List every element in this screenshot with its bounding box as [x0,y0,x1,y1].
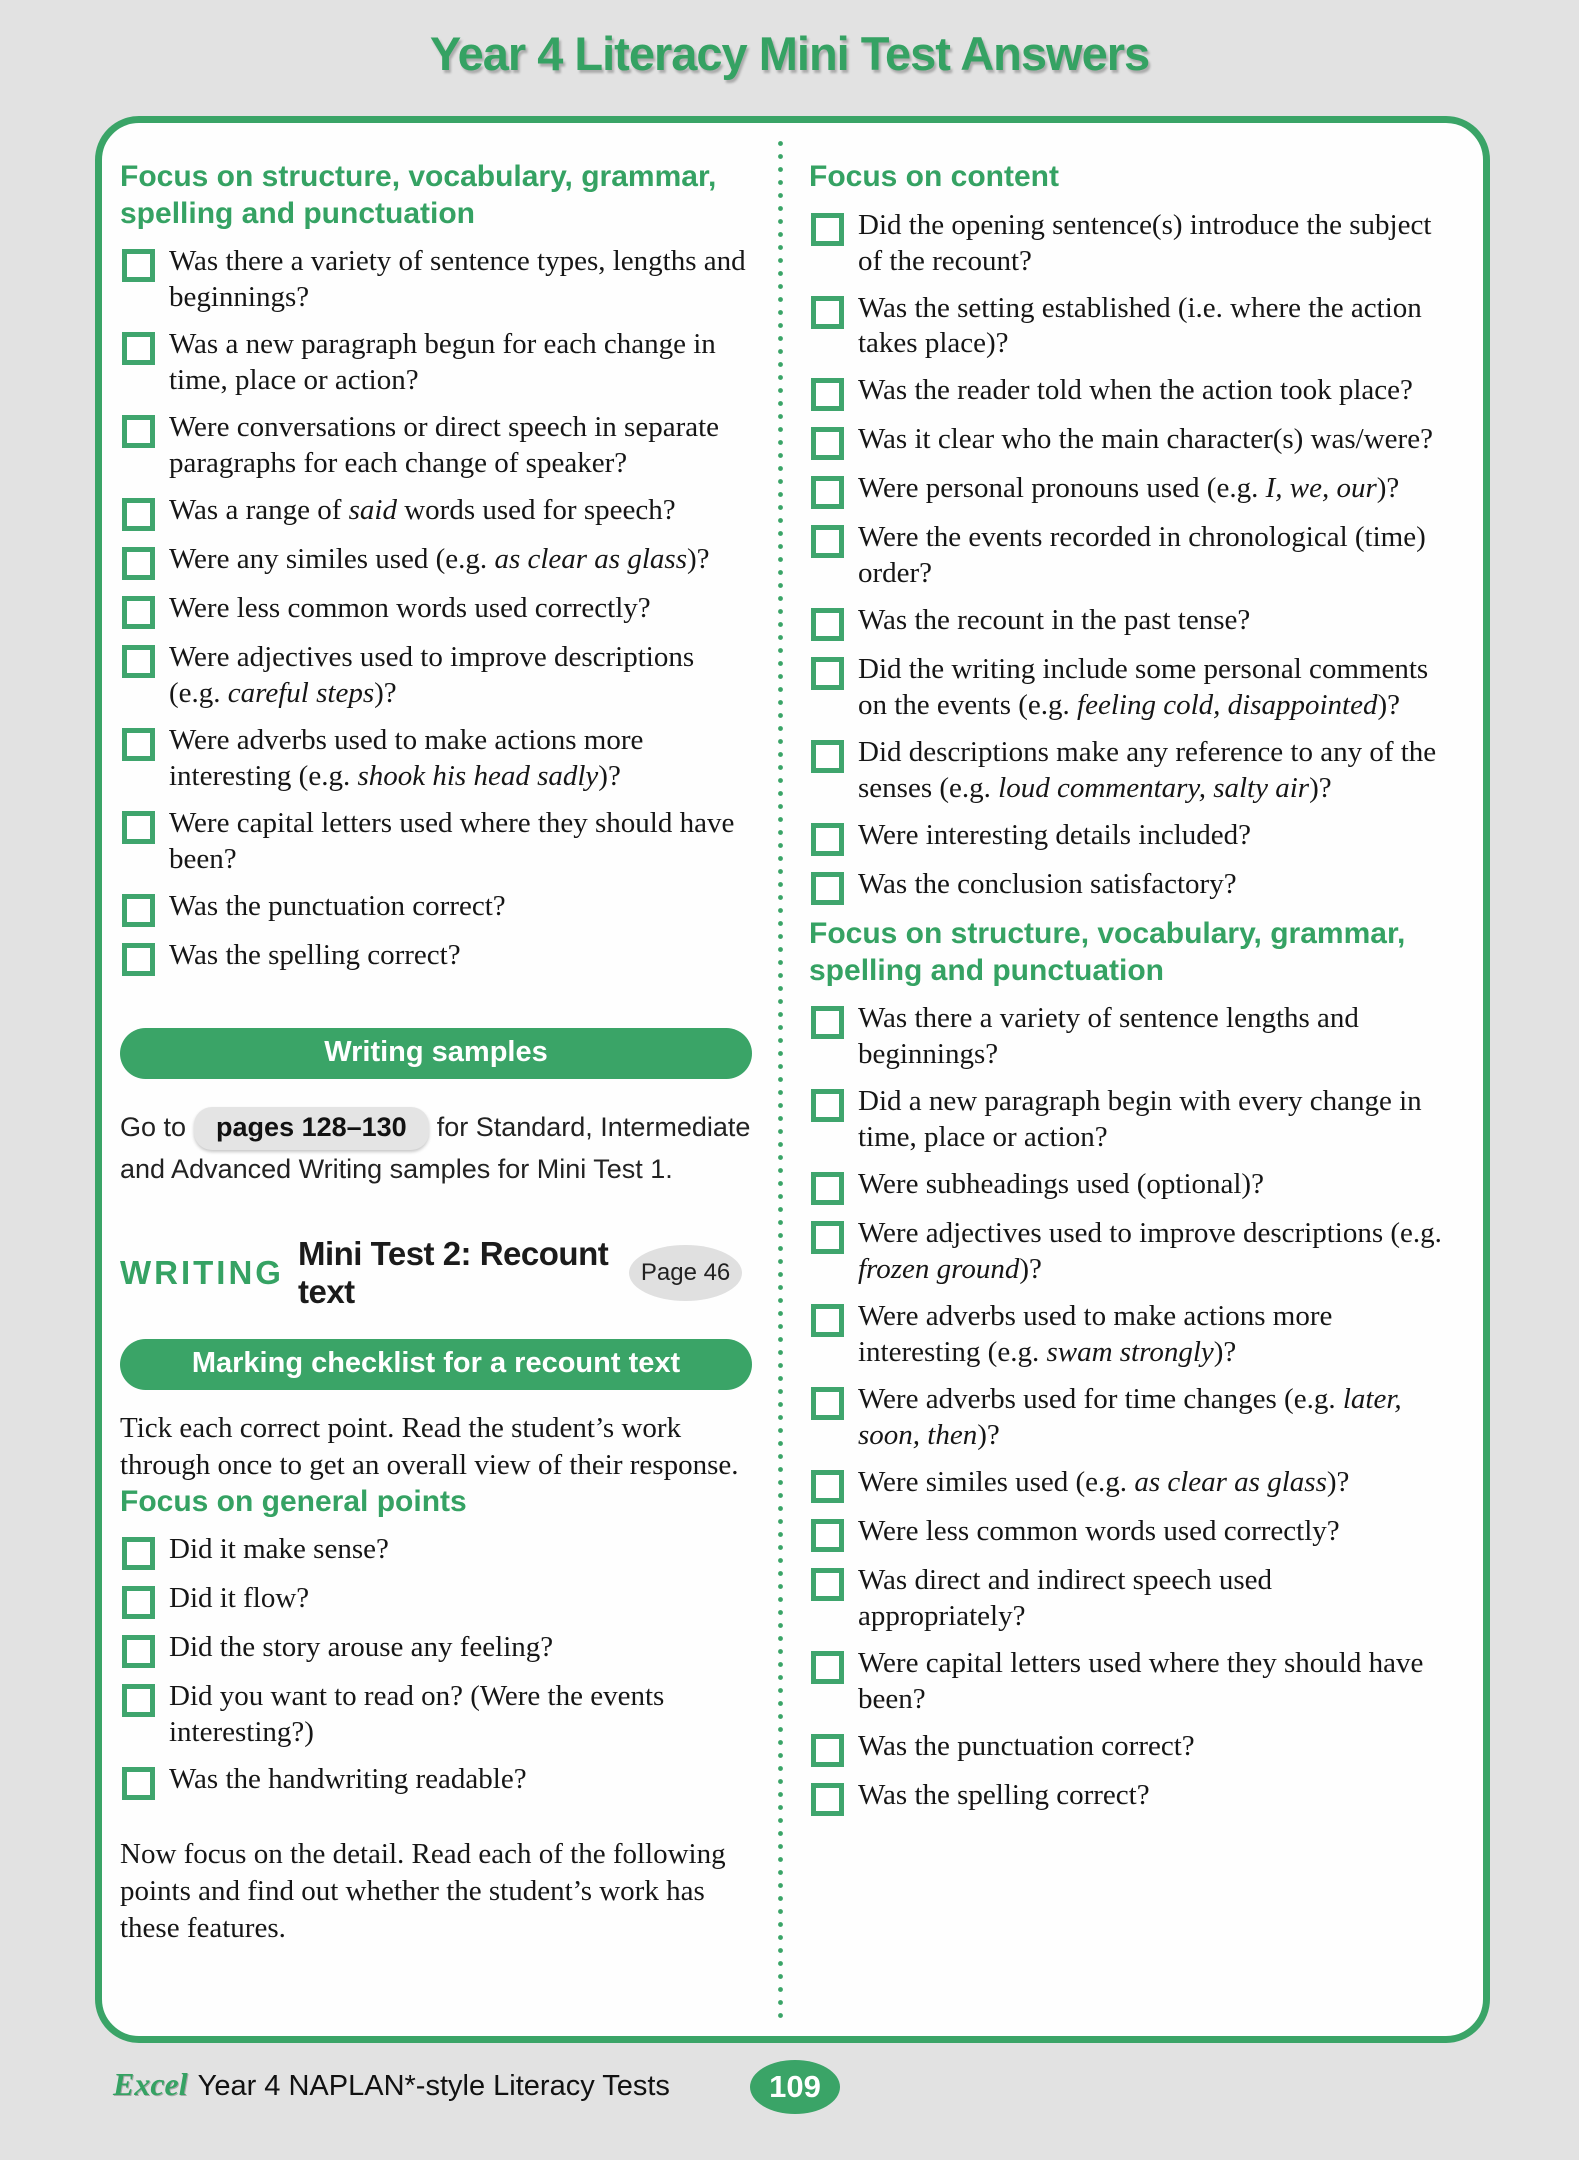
checkbox-icon[interactable] [811,378,844,411]
checklist-item-text: Were less common words used correctly? [858,1514,1340,1547]
checklist-item [120,542,752,580]
checklist-item [120,1581,752,1619]
checklist-item-text: Was the conclusion satisfactory? [858,868,1237,901]
checkbox-icon[interactable] [122,894,155,927]
left-column [102,123,778,2036]
checklist-item-text: Were adjectives used to improve descriptions (e.g. frozen ground)? [858,1217,1442,1286]
checklist-item-text: Were adverbs used for time changes (e.g. later, soon, then)? [858,1382,1402,1451]
checklist-item-text: Did a new paragraph begin with every change in time, place or action? [858,1085,1422,1154]
checklist-item-text: Did descriptions make any reference to any of the senses (e.g. loud commentary, salty air)? [858,736,1437,805]
checklist-item-text: Were subheadings used (optional)? [858,1168,1264,1201]
checklist-item-text: Were capital letters used where they should have been? [169,806,735,875]
checkbox-icon[interactable] [811,1651,844,1684]
checklist-item-text: Were similes used (e.g. as clear as glass)? [858,1465,1350,1498]
checklist-item-text: Were less common words used correctly? [169,591,651,624]
checklist-item [809,1465,1445,1503]
checkbox-icon[interactable] [811,823,844,856]
footer [113,2066,670,2103]
checklist-item [120,806,752,878]
right-column [783,123,1483,2036]
checkbox-icon[interactable] [122,645,155,678]
checklist-item-text: Was the handwriting readable? [169,1763,527,1796]
checklist-item [809,1084,1445,1156]
checkbox-icon[interactable] [811,1387,844,1420]
checklist-item-text: Were interesting details included? [858,819,1252,852]
checkbox-icon[interactable] [122,249,155,282]
checklist-item [809,422,1445,460]
goto-prefix: Go to [120,1111,187,1142]
checkbox-icon[interactable] [811,872,844,905]
checkbox-icon[interactable] [122,1767,155,1800]
checklist-item-text: Was the setting established (i.e. where the action takes place)? [858,291,1422,360]
writing-samples-banner [120,1028,752,1079]
checklist-item-text: Were the events recorded in chronological (time) order? [858,521,1426,590]
checklist-item [809,603,1445,641]
checklist-item-text: Did it make sense? [169,1533,389,1566]
checklist-item [809,520,1445,592]
checkbox-icon[interactable] [811,1734,844,1767]
checklist-structure-left [120,244,752,975]
checklist-item [809,1001,1445,1073]
checklist-item-text: Was a new paragraph begun for each change in time, place or action? [169,328,716,397]
checklist-item-text: Did you want to read on? (Were the events interesting?) [169,1680,665,1749]
checklist-item-text: Was a range of said words used for speech? [169,493,676,526]
checkbox-icon[interactable] [122,728,155,761]
checkbox-icon[interactable] [122,415,155,448]
checkbox-icon[interactable] [811,740,844,773]
checklist-item-text: Was the recount in the past tense? [858,604,1251,637]
checklist-item [809,291,1445,363]
checklist-item [809,1382,1445,1454]
checklist-item-text: Was there a variety of sentence lengths and beginnings? [858,1002,1359,1071]
checklist-item [120,640,752,712]
writing-label: WRITING [120,1253,284,1291]
checklist-item-text: Were personal pronouns used (e.g. I, we, our)? [858,472,1400,505]
checklist-item-text: Was the punctuation correct? [858,1729,1195,1762]
detail-paragraph: Now focus on the detail. Read each of the following points and find out whether the student’s work has these features. [120,1838,726,1944]
checklist-item-text: Was there a variety of sentence types, lengths and beginnings? [169,245,746,314]
checklist-item [809,1778,1445,1816]
checklist-general-points [120,1532,752,1800]
checkbox-icon[interactable] [811,608,844,641]
checklist-item [809,652,1445,724]
checklist-item [809,867,1445,905]
checklist-item-text: Did the writing include some personal comments on the events (e.g. feeling cold, disappointed)? [858,653,1429,722]
checkbox-icon[interactable] [122,498,155,531]
checklist-item-text: Did the opening sentence(s) introduce the subject of the recount? [858,208,1432,277]
checkbox-icon[interactable] [811,1783,844,1816]
checkbox-icon[interactable] [811,1089,844,1122]
checklist-item-text: Were adjectives used to improve descriptions (e.g. careful steps)? [169,640,695,709]
checklist-item [809,208,1445,280]
mini-test-title: Mini Test 2: Recount text [297,1234,609,1310]
checklist-item-text: Were adverbs used to make actions more interesting (e.g. swam strongly)? [858,1300,1333,1368]
checklist-item [809,1299,1445,1371]
checklist-item-text: Was the spelling correct? [858,1778,1150,1811]
checklist-item [809,1167,1445,1205]
checkbox-icon[interactable] [811,476,844,509]
checklist-item [120,591,752,629]
checklist-item [120,723,752,795]
checkbox-icon[interactable] [811,525,844,558]
checkbox-icon[interactable] [122,596,155,629]
checklist-item-text: Were conversations or direct speech in separate paragraphs for each change of speaker? [169,411,720,479]
checkbox-icon[interactable] [811,1221,844,1254]
checklist-item-text: Was direct and indirect speech used appropriately? [858,1563,1272,1632]
checklist-item [120,1679,752,1751]
checklist-item [809,1216,1445,1288]
checklist-item-text: Was the reader told when the action took place? [858,374,1413,407]
marking-checklist-banner-label: Marking checklist for a recount text [191,1346,681,1379]
checklist-item [120,244,752,316]
checkbox-icon[interactable] [122,811,155,844]
goto-suffix: for Standard, Intermediate and Advanced Writing samples for Mini Test 1. [120,1111,751,1184]
section-heading-content: Focus on content [809,160,1059,193]
section-heading-structure-left: Focus on structure, vocabulary, grammar, spelling and punctuation [120,160,717,230]
writing-samples-banner-label: Writing samples [324,1035,548,1068]
checkbox-icon[interactable] [811,213,844,246]
checkbox-icon[interactable] [811,427,844,460]
checklist-item [120,938,752,976]
checklist-structure-right [809,1001,1445,1815]
checkbox-icon[interactable] [122,1635,155,1668]
marking-checklist-banner [120,1339,752,1390]
checkbox-icon[interactable] [811,296,844,329]
checklist-item [120,1630,752,1668]
checklist-item [120,889,752,927]
checklist-item [809,1563,1445,1635]
checkbox-icon[interactable] [811,1172,844,1205]
page-ref-badge: Page 46 [629,1245,742,1301]
checklist-item [809,1514,1445,1552]
checklist-item [120,410,752,482]
excel-logo: Excel [113,2066,188,2102]
footer-text: Year 4 NAPLAN*-style Literacy Tests [197,2070,670,2102]
checkbox-icon[interactable] [811,1006,844,1039]
checkbox-icon[interactable] [811,1304,844,1337]
section-heading-general-points: Focus on general points [120,1484,467,1518]
checklist-item-text: Did the story arouse any feeling? [169,1631,554,1664]
checklist-item [120,1762,752,1800]
checkbox-icon[interactable] [122,1586,155,1619]
checklist-item-text: Did it flow? [169,1582,310,1615]
checklist-item-text: Were capital letters used where they should have been? [858,1646,1424,1715]
checklist-item [809,471,1445,509]
checkbox-icon[interactable] [811,1519,844,1552]
checklist-item [809,735,1445,807]
checklist-item [809,1729,1445,1767]
checklist-item [809,818,1445,856]
checkbox-icon[interactable] [811,657,844,690]
content-panel [95,116,1490,2043]
intro-paragraph: Tick each correct point. Read the student’s work through once to get an overall view of their response. [120,1411,739,1481]
checkbox-icon[interactable] [811,1470,844,1503]
section-heading-structure-right: Focus on structure, vocabulary, grammar, spelling and punctuation [809,917,1406,987]
checklist-item [809,373,1445,411]
pages-ref-pill: pages 128–130 [194,1107,429,1150]
checklist-item-text: Were adverbs used to make actions more interesting (e.g. shook his head sadly)? [169,723,644,792]
checklist-item-text: Were any similes used (e.g. as clear as glass)? [169,542,710,575]
writing-mini-test-heading [120,1235,752,1311]
page-number-badge: 109 [750,2060,840,2114]
checkbox-icon[interactable] [122,1684,155,1717]
checkbox-icon[interactable] [122,332,155,365]
checklist-content [809,208,1445,906]
checklist-item [120,493,752,531]
checklist-item-text: Was the punctuation correct? [169,889,506,922]
checklist-item-text: Was it clear who the main character(s) was/were? [858,423,1433,456]
checkbox-icon[interactable] [122,547,155,580]
checklist-item [120,327,752,399]
checklist-item [120,1532,752,1570]
checkbox-icon[interactable] [122,943,155,976]
checklist-item-text: Was the spelling correct? [169,938,461,971]
checkbox-icon[interactable] [122,1537,155,1570]
checkbox-icon[interactable] [811,1568,844,1601]
page-title: Year 4 Literacy Mini Test Answers [429,27,1150,80]
writing-samples-note [120,1107,752,1189]
checklist-item [809,1646,1445,1718]
